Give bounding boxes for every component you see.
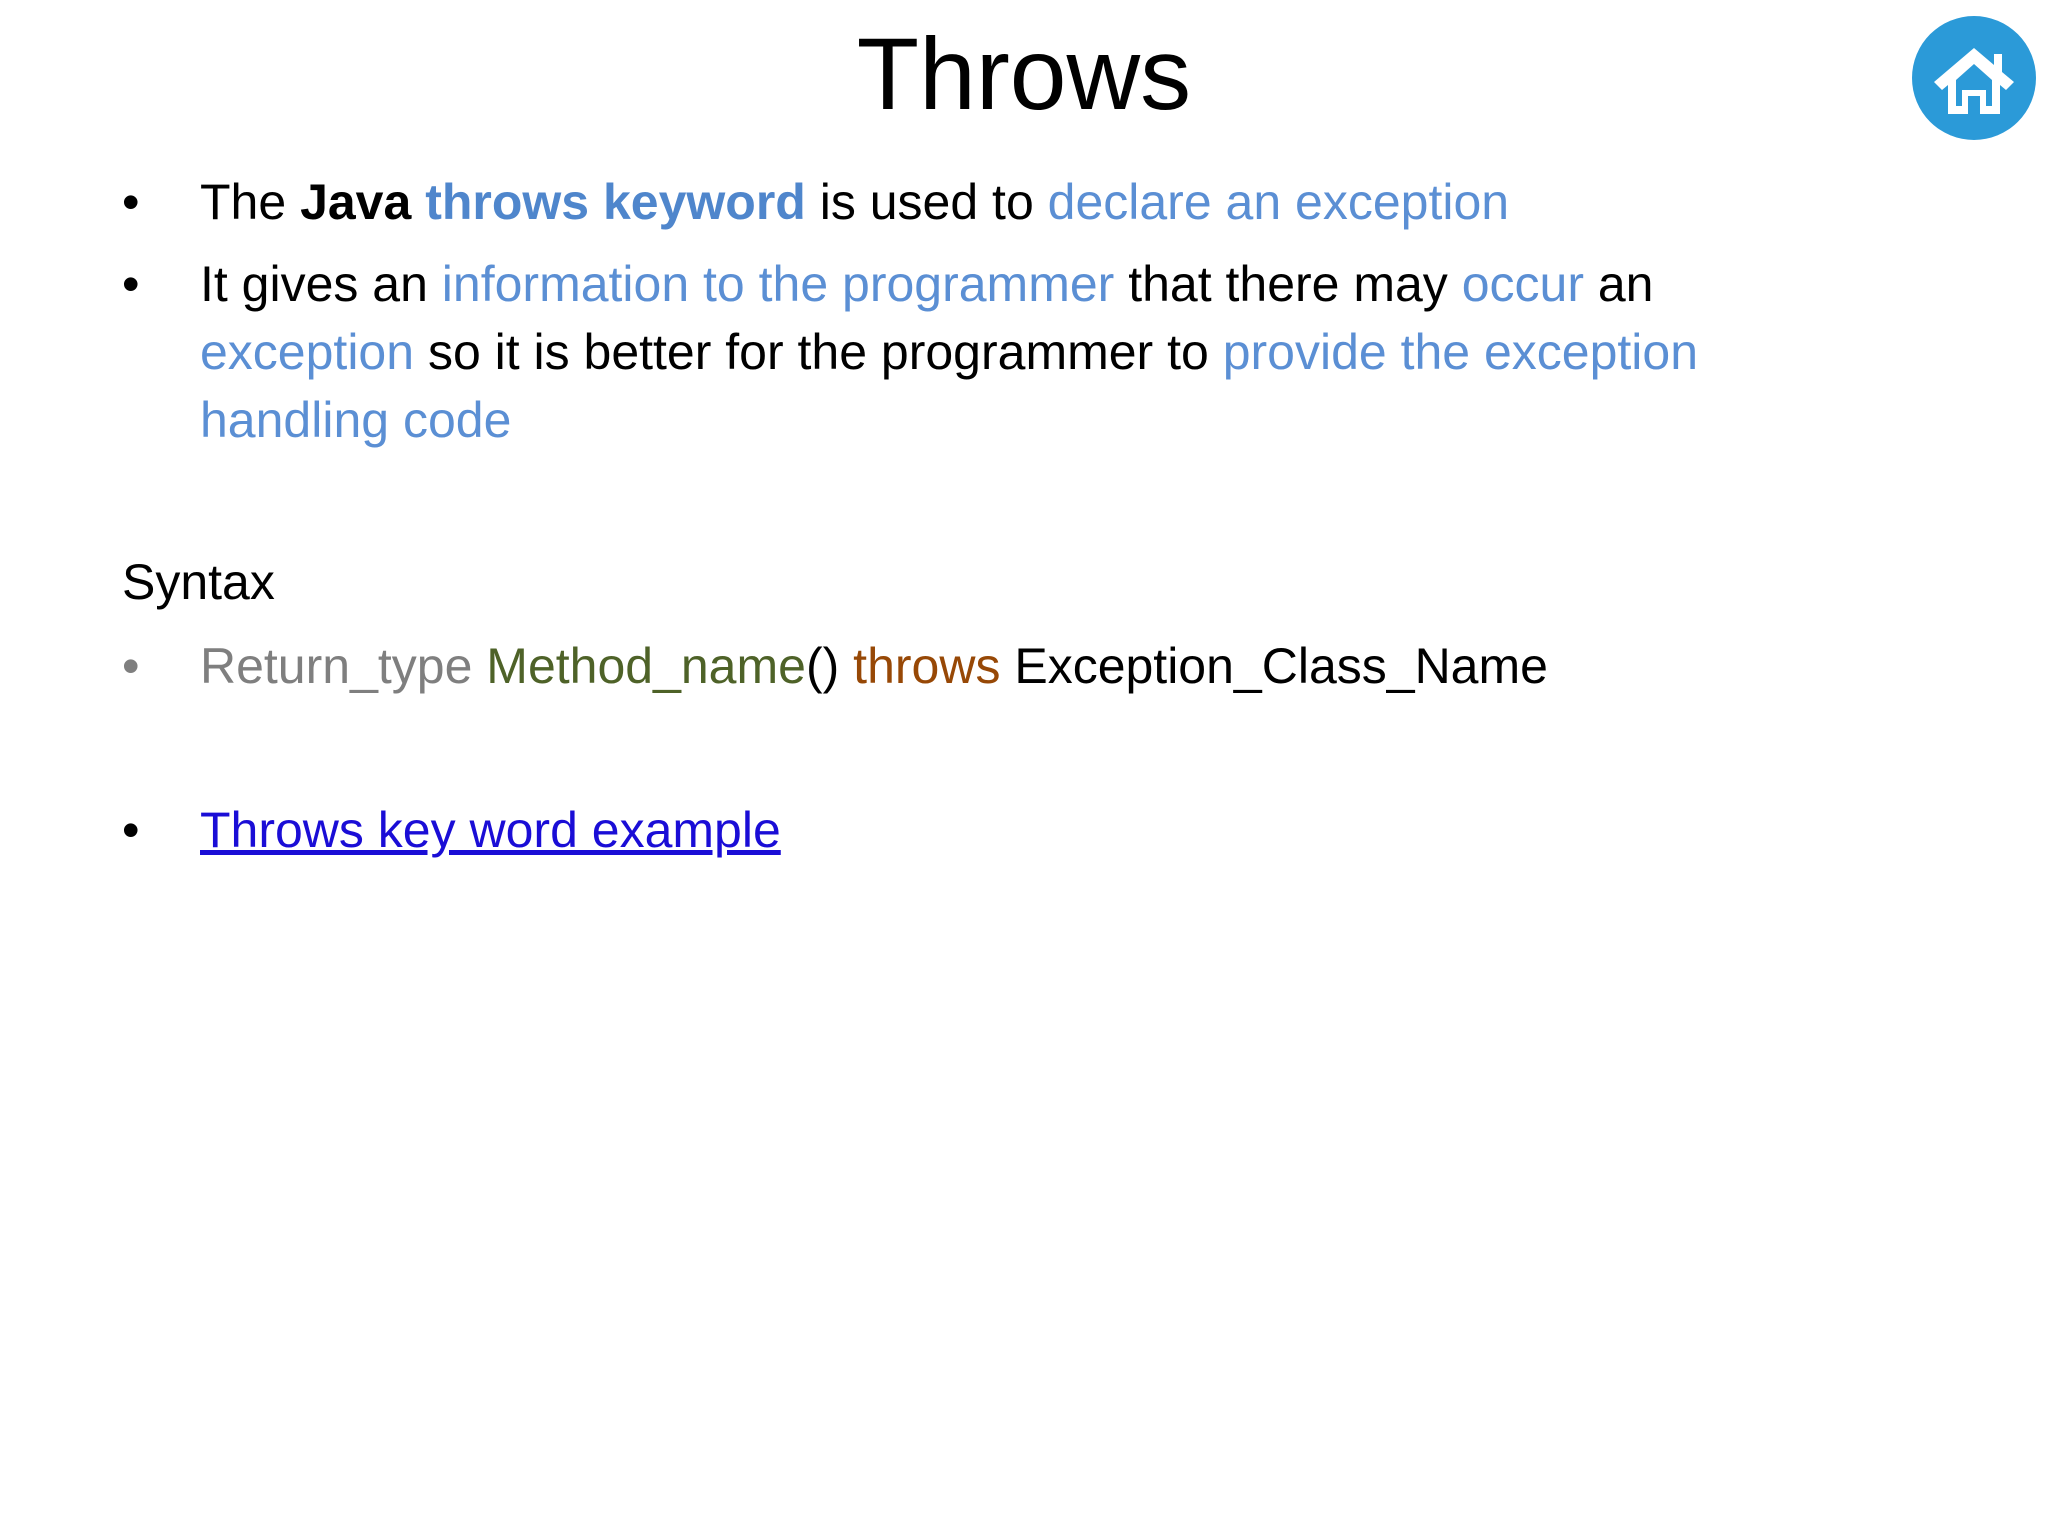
- throws-example-link[interactable]: Throws key word example: [200, 802, 781, 858]
- text-segment: [411, 174, 425, 230]
- syntax-parens: (): [805, 638, 840, 694]
- bullet-marker: •: [122, 174, 140, 230]
- bullet-text: [200, 250, 1820, 454]
- exception-highlight: exception: [200, 324, 415, 380]
- declare-exception-highlight: declare an exception: [1047, 174, 1510, 230]
- bullet-text: [200, 796, 1820, 864]
- syntax-heading: Syntax: [122, 554, 275, 610]
- text-segment: so it is better for the programmer to: [414, 324, 1223, 380]
- bullet-text: [200, 168, 1820, 236]
- slide-title: Throws: [856, 17, 1192, 131]
- throws-keyword-highlight: throws keyword: [425, 174, 806, 230]
- information-highlight: information to the programmer: [441, 256, 1115, 312]
- bullet-marker: •: [122, 256, 140, 312]
- bullet-marker: •: [122, 638, 140, 694]
- syntax-line: [200, 632, 1820, 700]
- text-segment: an: [1583, 256, 1654, 312]
- text-segment: It gives an: [200, 256, 442, 312]
- text-segment: that there may: [1114, 256, 1462, 312]
- syntax-return-type: Return_type: [200, 638, 473, 694]
- bullet-marker: •: [122, 802, 140, 858]
- handling-code-highlight: provide the exception handling code: [200, 324, 1699, 448]
- text-segment: The: [200, 174, 301, 230]
- text-segment: is used to: [805, 174, 1048, 230]
- syntax-throws-keyword: throws: [853, 638, 1001, 694]
- home-button[interactable]: [1912, 16, 2036, 140]
- home-icon: [1912, 16, 2036, 140]
- syntax-method-name: Method_name: [486, 638, 806, 694]
- syntax-exception-class: Exception_Class_Name: [1014, 638, 1548, 694]
- occur-highlight: occur: [1461, 256, 1584, 312]
- java-keyword: Java: [300, 174, 412, 230]
